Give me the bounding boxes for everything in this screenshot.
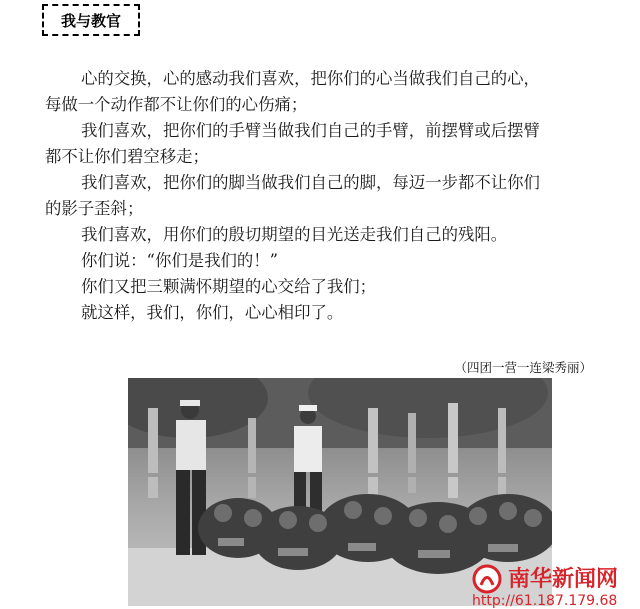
site-name: 南华新闻网 (508, 567, 619, 592)
body-line: 都不让你们碧空移走； (45, 147, 209, 166)
body-line: 心的交换，心的感动我们喜欢，把你们的心当做我们自己的心， (81, 69, 540, 88)
site-url: http://61.187.179.68 (472, 593, 618, 609)
article-title (42, 4, 140, 36)
body-line: 我们喜欢，把你们的脚当做我们自己的脚，每迈一步都不让你们 (81, 173, 540, 192)
body-line: 的影子歪斜； (45, 199, 144, 218)
body-line: 每做一个动作都不让你们的心伤痛； (45, 95, 308, 114)
article-body (45, 66, 605, 326)
body-line: 你们说：“你们是我们的！” (81, 251, 279, 270)
body-line: 你们又把三颗满怀期望的心交给了我们； (81, 277, 377, 296)
article-title-text: 我与教官 (60, 11, 121, 30)
author-credit: （四团一营一连梁秀丽） (454, 360, 592, 375)
site-watermark (466, 562, 640, 609)
body-line: 就这样，我们，你们，心心相印了。 (81, 303, 344, 322)
site-logo-icon (472, 564, 502, 594)
body-line: 我们喜欢，把你们的手臂当做我们自己的手臂，前摆臂或后摆臂 (81, 121, 540, 140)
body-line: 我们喜欢，用你们的殷切期望的目光送走我们自己的残阳。 (81, 225, 508, 244)
